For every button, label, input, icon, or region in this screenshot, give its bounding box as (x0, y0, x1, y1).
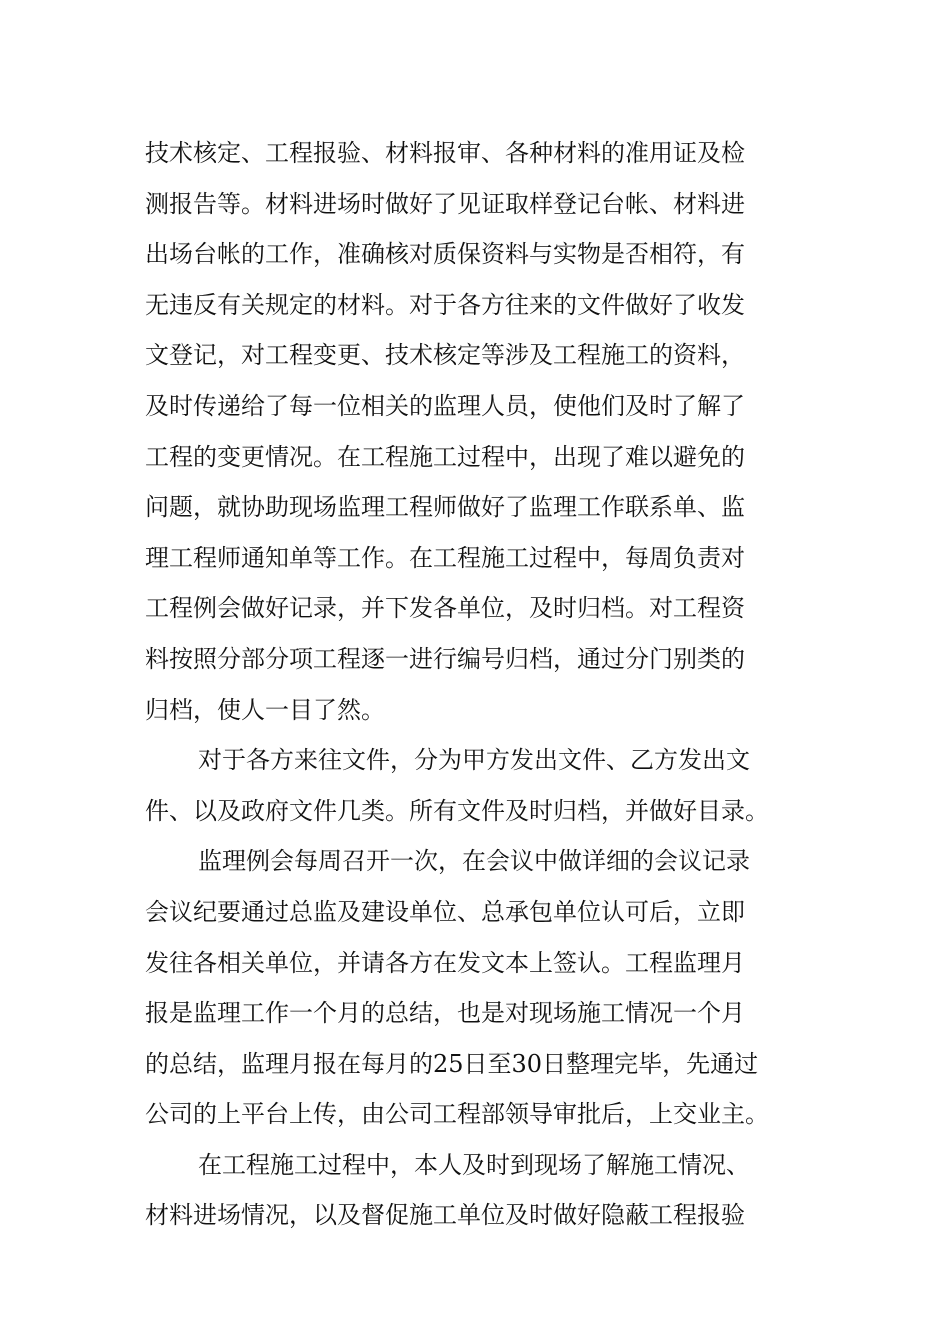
text-line: 技术核定、工程报验、材料报审、各种材料的准用证及检 (145, 139, 745, 167)
text-line: 问题，就协助现场监理工程师做好了监理工作联系单、监 (145, 493, 745, 522)
text-line: 出场台帐的工作，准确核对质保资料与实物是否相符，有 (145, 240, 745, 269)
text-line: 测报告等。材料进场时做好了见证取样登记台帐、材料进 (145, 189, 745, 218)
paragraph-start-line: 对于各方来往文件，分为甲方发出文件、乙方发出文 (198, 746, 750, 775)
text-line: 及时传递给了每一位相关的监理人员，使他们及时了解了 (145, 391, 745, 420)
text-line: 无违反有关规定的材料。对于各方往来的文件做好了收发 (145, 290, 745, 319)
body-text (145, 128, 809, 1241)
text-line: 工程例会做好记录，并下发各单位，及时归档。对工程资 (145, 594, 745, 623)
paragraph-start-line: 监理例会每周召开一次，在会议中做详细的会议记录 (198, 847, 750, 876)
text-line: 发往各相关单位，并请各方在发文本上签认。工程监理月 (145, 948, 745, 977)
text-line: 会议纪要通过总监及建设单位、总承包单位认可后，立即 (145, 897, 745, 926)
text-line: 公司的上平台上传，由公司工程部领导审批后，上交业主。 (145, 1100, 769, 1129)
text-line: 文登记，对工程变更、技术核定等涉及工程施工的资料， (145, 341, 745, 370)
text-line: 理工程师通知单等工作。在工程施工过程中，每周负责对 (145, 543, 745, 572)
text-line: 工程的变更情况。在工程施工过程中，出现了难以避免的 (145, 442, 745, 471)
text-line: 的总结，监理月报在每月的25日至30日整理完毕，先通过 (145, 1049, 759, 1078)
text-line: 报是监理工作一个月的总结，也是对现场施工情况一个月 (145, 999, 745, 1028)
text-line: 归档，使人一目了然。 (145, 695, 385, 724)
text-line: 材料进场情况，以及督促施工单位及时做好隐蔽工程报验 (145, 1201, 745, 1230)
text-line: 件、以及政府文件几类。所有文件及时归档，并做好目录。 (145, 796, 769, 825)
paragraph-start-line: 在工程施工过程中，本人及时到现场了解施工情况、 (198, 1150, 750, 1179)
text-line: 料按照分部分项工程逐一进行编号归档，通过分门别类的 (145, 644, 745, 673)
